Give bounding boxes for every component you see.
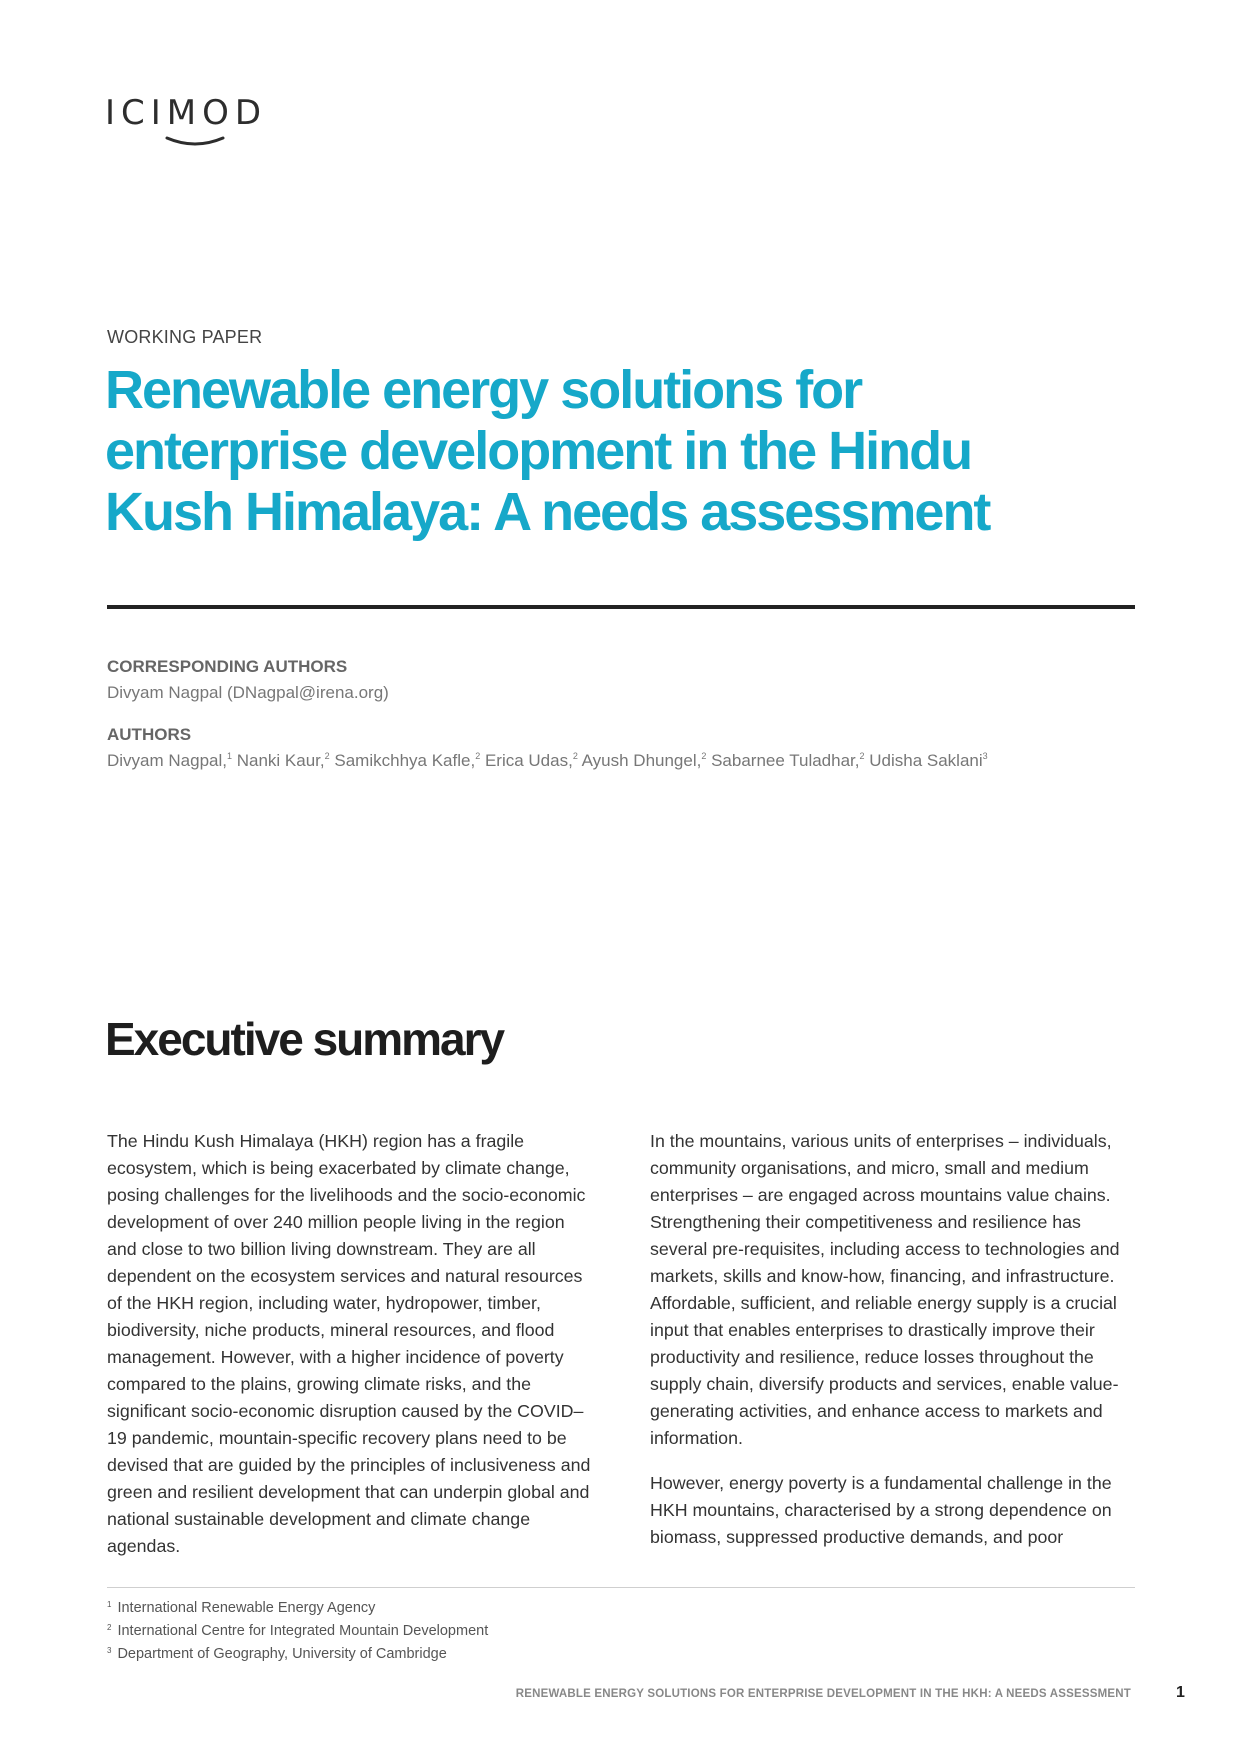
- section-heading: Executive summary: [105, 1013, 504, 1065]
- footnote-divider: [107, 1587, 1135, 1588]
- icimod-logo: [105, 93, 295, 156]
- author-affiliation-mark: 2: [701, 751, 707, 761]
- logo-swoosh-icon: [165, 134, 225, 148]
- author-name: Sabarnee Tuladhar,: [711, 751, 860, 770]
- author-affiliation-mark: 2: [475, 751, 481, 761]
- author-affiliation-mark: 2: [324, 751, 330, 761]
- footnote: [107, 1641, 488, 1664]
- page-number: 1: [1176, 1684, 1185, 1701]
- author-name: Erica Udas,: [484, 751, 573, 770]
- paper-type-label: WORKING PAPER: [107, 327, 263, 347]
- author-affiliation-mark: 3: [982, 751, 988, 761]
- authors-list: [107, 751, 988, 771]
- footnote-mark: 3: [107, 1646, 112, 1655]
- author-name: Nanki Kaur,: [236, 751, 325, 770]
- footnotes: [107, 1595, 488, 1664]
- running-footer: RENEWABLE ENERGY SOLUTIONS FOR ENTERPRISE DEVELOPMENT IN THE HKH: A NEEDS ASSESSMENT: [515, 1688, 1131, 1700]
- author-name: Ayush Dhungel,: [581, 751, 702, 770]
- author-name: Udisha Saklani: [869, 751, 983, 770]
- body-column-right: [650, 1128, 1140, 1569]
- author-name: Samikchhya Kafle,: [334, 751, 476, 770]
- corresponding-authors-text: Divyam Nagpal (DNagpal@irena.org): [107, 683, 389, 702]
- author-name: Divyam Nagpal,: [107, 751, 227, 770]
- footnote-text: Department of Geography, University of Cambridge: [117, 1646, 447, 1662]
- author-affiliation-mark: 2: [572, 751, 578, 761]
- body-paragraph: In the mountains, various units of enterprises – individuals, community organisations, and micro, small and medium enterprises – are engaged across mountains value chains. Strengthening their competitiveness and resilience has several pre-requisites, including access to technologies and markets, skills and know-how, financing, and infrastructure. Affordable, sufficient, and reliable energy supply is a crucial input that enables enterprises to drastically improve their productivity and resilience, reduce losses throughout the supply chain, diversify products and services, enable value-generating activities, and enhance access to markets and information.: [650, 1131, 1120, 1448]
- body-paragraph: The Hindu Kush Himalaya (HKH) region has a fragile ecosystem, which is being exacerbated by climate change, posing challenges for the livelihoods and the socio-economic development of over 240 million people living in the region and close to two billion living downstream. They are all dependent on the ecosystem services and natural resources of the HKH region, including water, hydropower, timber, biodiversity, niche products, mineral resources, and flood management. However, with a higher incidence of poverty compared to the plains, growing climate risks, and the significant socio-economic disruption caused by the COVID–19 pandemic, mountain-specific recovery plans need to be devised that are guided by the principles of inclusiveness and green and resilient development that can underpin global and national sustainable development and climate change agendas.: [107, 1131, 591, 1556]
- footnote-mark: 2: [107, 1623, 112, 1632]
- authors-label: AUTHORS: [107, 725, 192, 744]
- corresponding-authors-label: CORRESPONDING AUTHORS: [107, 657, 348, 676]
- logo-text: ICIMOD: [105, 93, 268, 133]
- author-affiliation-mark: 2: [859, 751, 865, 761]
- footnote-text: International Centre for Integrated Mountain Development: [117, 1623, 489, 1639]
- body-paragraph: However, energy poverty is a fundamental challenge in the HKH mountains, characterised by a strong dependence on biomass, suppressed productive demands, and poor: [650, 1473, 1112, 1547]
- title-divider: [107, 605, 1135, 609]
- footnote: [107, 1618, 488, 1641]
- footnote-text: International Renewable Energy Agency: [117, 1600, 376, 1616]
- author-affiliation-mark: 1: [227, 751, 233, 761]
- paper-title: Renewable energy solutions for enterprise development in the Hindu Kush Himalaya: A needs assessment: [105, 360, 990, 542]
- footnote: [107, 1595, 488, 1618]
- footnote-mark: 1: [107, 1600, 112, 1609]
- body-column-left: [107, 1128, 597, 1578]
